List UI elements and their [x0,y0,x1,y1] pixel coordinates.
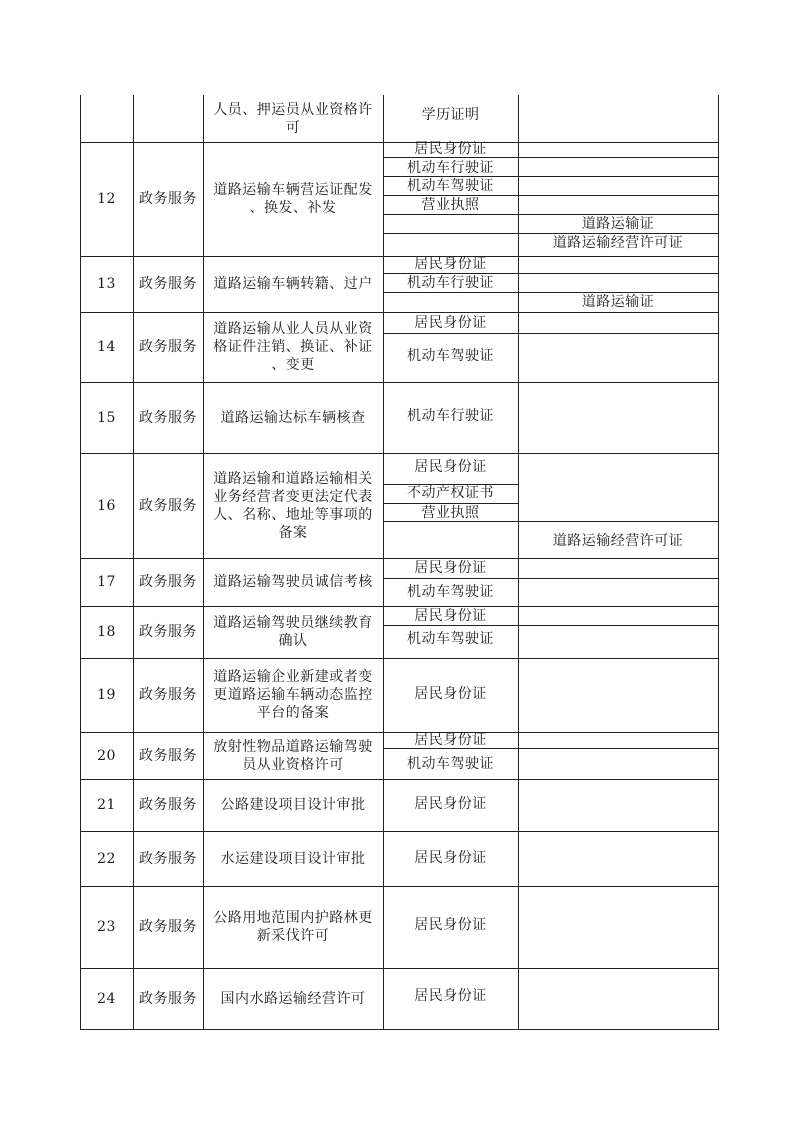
material-cell: 居民身份证 [414,796,487,812]
service-item-name-line: 道路运输车辆营运证配发 [213,182,373,198]
service-item-name-line: 道路运输和道路运输相关 [213,470,373,487]
service-category: 政务服务 [139,276,197,292]
row-number: 17 [97,574,116,590]
service-item-name-line: 可 [285,119,301,136]
row-number: 12 [97,191,116,207]
service-item-name-line: 确认 [278,633,308,649]
row-number: 21 [97,797,116,813]
material-cell: 居民身份证 [414,560,487,576]
service-item-name-line: 国内水路运输经营许可 [220,990,366,1007]
material-cell: 营业执照 [421,505,480,521]
service-category: 政务服务 [139,919,197,935]
row-number: 20 [97,747,116,764]
row-number: 16 [97,497,116,514]
service-item-name-line: 放射性物品道路运输驾驶 [213,738,373,755]
table-bottom-border [80,1029,719,1030]
row-divider [80,558,719,559]
license-cell: 道路运输经营许可证 [552,533,684,549]
service-category: 政务服务 [139,687,197,703]
service-category: 政务服务 [139,624,197,640]
row-number: 22 [97,850,116,867]
service-item-name-line: 新采伐许可 [256,928,330,944]
row-divider [80,968,719,969]
cell-divider [383,333,718,334]
row-divider [80,256,719,257]
service-item-name-line: 道路运输驾驶员诚信考核 [213,574,373,590]
material-cell: 不动产权证书 [407,485,494,501]
service-item-name-line: 员从业资格许可 [242,756,344,773]
service-category: 政务服务 [139,409,197,426]
row-number: 23 [97,919,116,935]
cell-divider [383,214,718,215]
service-item-name-line: 道路运输驾驶员继续教育 [213,615,373,631]
service-item-name-line: 、换发、补发 [249,200,337,216]
material-cell: 居民身份证 [414,686,487,702]
service-category: 政务服务 [139,850,197,867]
service-item-name-line: 业务经营者变更法定代表 [213,488,373,505]
service-item-name-line: 平台的备案 [256,705,330,721]
material-cell: 居民身份证 [414,850,487,866]
row-divider [80,886,719,887]
grid-vline-5 [718,95,719,1030]
service-item-name-line: 道路运输达标车辆核查 [220,409,366,426]
service-item-name-line: 道路运输车辆转籍、过户 [213,276,373,292]
material-cell: 居民身份证 [414,256,487,272]
grid-vline-0 [80,95,81,1030]
row-divider [80,779,719,780]
service-item-name-line: 人员、押运员从业资格许 [213,101,373,118]
material-cell: 学历证明 [421,107,480,123]
license-cell: 道路运输证 [581,216,655,232]
service-category: 政务服务 [139,574,197,590]
material-cell: 机动车行驶证 [407,275,494,291]
service-category: 政务服务 [139,747,197,764]
service-category: 政务服务 [139,191,197,207]
material-cell: 机动车驾驶证 [407,584,494,600]
service-item-name-line: 公路用地范围内护路林更 [213,910,373,926]
material-cell: 居民身份证 [414,608,487,624]
row-divider [80,732,719,733]
license-cell: 道路运输经营许可证 [552,235,684,251]
service-item-name-line: 更道路运输车辆动态监控 [213,687,373,703]
row-number: 18 [97,624,116,640]
material-cell: 居民身份证 [414,315,487,331]
material-cell: 机动车行驶证 [407,408,494,424]
row-divider [80,312,719,313]
service-item-name-line: 人、名称、地址等事项的 [213,506,373,523]
grid-vline-2 [203,95,204,1030]
row-divider [80,382,719,383]
material-cell: 营业执照 [421,197,480,213]
service-item-name-line: 水运建设项目设计审批 [220,850,366,867]
grid-vline-3 [383,95,384,1030]
row-divider [80,453,719,454]
cell-divider [383,578,718,579]
service-item-name-line: 公路建设项目设计审批 [220,797,366,813]
service-item-name-line: 道路运输从业人员从业资 [213,321,373,337]
row-divider [80,606,719,607]
row-number: 24 [97,990,116,1007]
material-cell: 居民身份证 [414,141,487,157]
license-cell: 道路运输证 [581,294,655,310]
material-cell: 机动车驾驶证 [407,631,494,647]
service-category: 政务服务 [139,497,197,514]
row-number: 19 [97,687,116,703]
material-cell: 居民身份证 [414,732,487,748]
row-number: 14 [97,339,116,355]
service-category: 政务服务 [139,339,197,355]
material-cell: 居民身份证 [414,459,487,475]
service-category: 政务服务 [139,797,197,813]
material-cell: 机动车驾驶证 [407,178,494,194]
row-divider [80,658,719,659]
grid-vline-4 [518,95,519,1030]
material-cell: 居民身份证 [414,917,487,933]
cell-divider [383,625,718,626]
material-cell: 机动车驾驶证 [407,348,494,364]
material-cell: 机动车行驶证 [407,160,494,176]
row-number: 13 [97,276,116,292]
service-item-name-line: 备案 [278,524,308,541]
service-category: 政务服务 [139,990,197,1007]
row-divider [80,142,719,143]
material-cell: 居民身份证 [414,988,487,1004]
row-number: 15 [97,409,116,426]
service-item-name-line: 、变更 [271,357,315,373]
material-cell: 机动车驾驶证 [407,756,494,772]
grid-vline-1 [133,95,134,1030]
cell-divider [383,292,718,293]
service-item-name-line: 道路运输企业新建或者变 [213,669,373,685]
service-item-name-line: 格证件注销、换证、补证 [213,339,373,355]
row-divider [80,831,719,832]
